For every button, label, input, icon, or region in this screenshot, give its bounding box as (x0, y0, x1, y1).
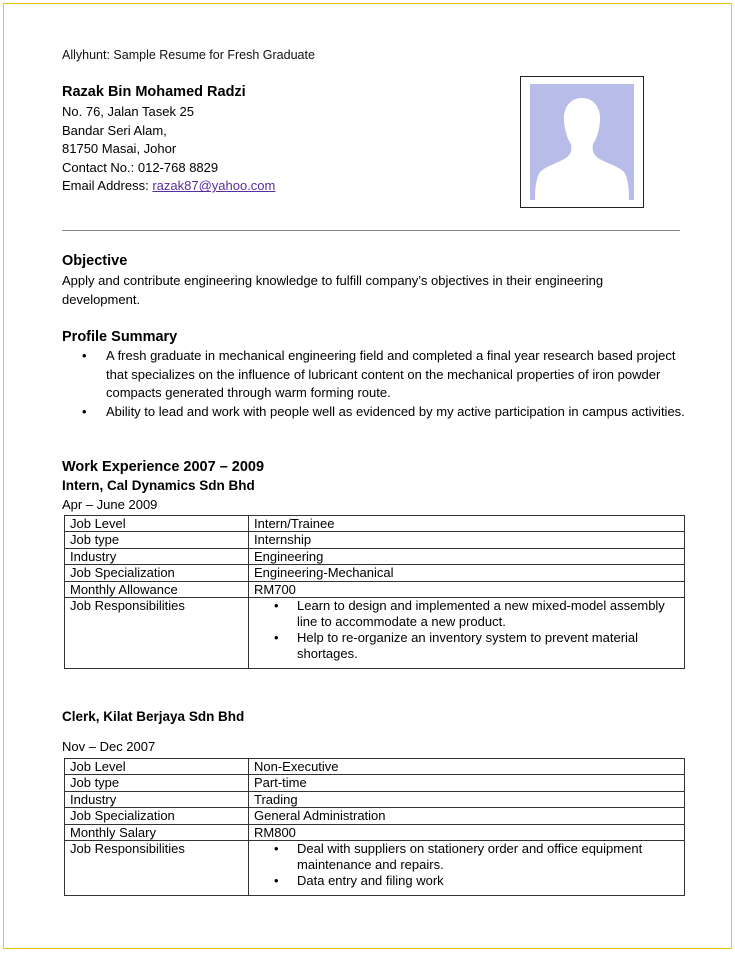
responsibilities-cell (249, 841, 685, 896)
row-key: Job Specialization (65, 565, 249, 581)
table-row (65, 565, 685, 581)
objective-text: Apply and contribute engineering knowledge to fulfill company’s objectives in their engineering development. (62, 273, 604, 307)
responsibilities-cell (249, 598, 685, 669)
row-key: Job Level (65, 759, 249, 775)
row-key: Job Responsibilities (65, 841, 249, 896)
table-row (65, 824, 685, 840)
work-experience-heading: Work Experience 2007 – 2009 (62, 459, 265, 475)
row-value: Part-time (249, 775, 685, 791)
profile-photo (520, 76, 644, 208)
email-link[interactable]: razak87@yahoo.com (152, 178, 276, 194)
job-date: Nov – Dec 2007 (62, 739, 156, 754)
objective-heading: Objective (62, 253, 128, 269)
table-row (65, 775, 685, 791)
resume-page (3, 3, 732, 949)
job-details-table (64, 515, 685, 669)
table-row (65, 791, 685, 807)
document-header: Allyhunt: Sample Resume for Fresh Graduate (62, 48, 315, 62)
candidate-name: Razak Bin Mohamed Radzi (62, 84, 246, 100)
table-row (65, 759, 685, 775)
job-date: Apr – June 2009 (62, 497, 158, 512)
row-key: Job type (65, 775, 249, 791)
list-item: • A fresh graduate in mechanical engineering field and completed a final year research based project that specializes on the influence of lubricant content on the mechanical properties of iron powder compacts generated through warm forming route. (62, 347, 687, 403)
profile-summary-list (62, 347, 687, 421)
person-silhouette-icon (530, 84, 634, 200)
header-divider (62, 230, 680, 231)
list-item: • Data entry and filing work (254, 873, 679, 889)
responsibilities-list (254, 841, 679, 889)
job-title: Clerk, Kilat Berjaya Sdn Bhd (62, 709, 245, 724)
row-key: Monthly Salary (65, 824, 249, 840)
row-value: Internship (249, 532, 685, 548)
contact-block (62, 103, 275, 196)
row-value: RM700 (249, 581, 685, 597)
address-line-1: No. 76, Jalan Tasek 25 (62, 104, 195, 119)
list-item: • Learn to design and implemented a new mixed-model assembly line to accommodate a new product. (254, 598, 679, 630)
list-item: • Help to re-organize an inventory system to prevent material shortages. (254, 630, 679, 662)
address-line-2: Bandar Seri Alam, (62, 122, 167, 138)
row-key: Industry (65, 548, 249, 564)
email-label: Email Address: (62, 178, 153, 194)
table-row (65, 808, 685, 824)
table-row (65, 581, 685, 597)
table-row (65, 841, 685, 896)
row-value: General Administration (249, 808, 685, 824)
contact-number: Contact No.: 012-768 8829 (62, 159, 219, 175)
job-details-table (64, 758, 685, 896)
row-value: Engineering-Mechanical (249, 565, 685, 581)
row-value: Intern/Trainee (249, 516, 685, 532)
row-value: Engineering (249, 548, 685, 564)
table-row (65, 548, 685, 564)
responsibilities-list (254, 598, 679, 662)
table-row (65, 516, 685, 532)
row-key: Industry (65, 791, 249, 807)
email-row (62, 177, 275, 196)
table-row (65, 598, 685, 669)
row-value: RM800 (249, 824, 685, 840)
row-key: Monthly Allowance (65, 581, 249, 597)
table-row (65, 532, 685, 548)
row-key: Job Responsibilities (65, 598, 249, 669)
list-item: • Deal with suppliers on stationery order and office equipment maintenance and repairs. (254, 841, 679, 873)
profile-summary-heading: Profile Summary (62, 329, 178, 345)
row-value: Non-Executive (249, 759, 685, 775)
list-item: • Ability to lead and work with people well as evidenced by my active participation in campus activities. (62, 403, 687, 422)
row-value: Trading (249, 791, 685, 807)
address-line-3: 81750 Masai, Johor (62, 141, 177, 157)
job-title: Intern, Cal Dynamics Sdn Bhd (62, 478, 255, 493)
row-key: Job type (65, 532, 249, 548)
row-key: Job Specialization (65, 808, 249, 824)
row-key: Job Level (65, 516, 249, 532)
